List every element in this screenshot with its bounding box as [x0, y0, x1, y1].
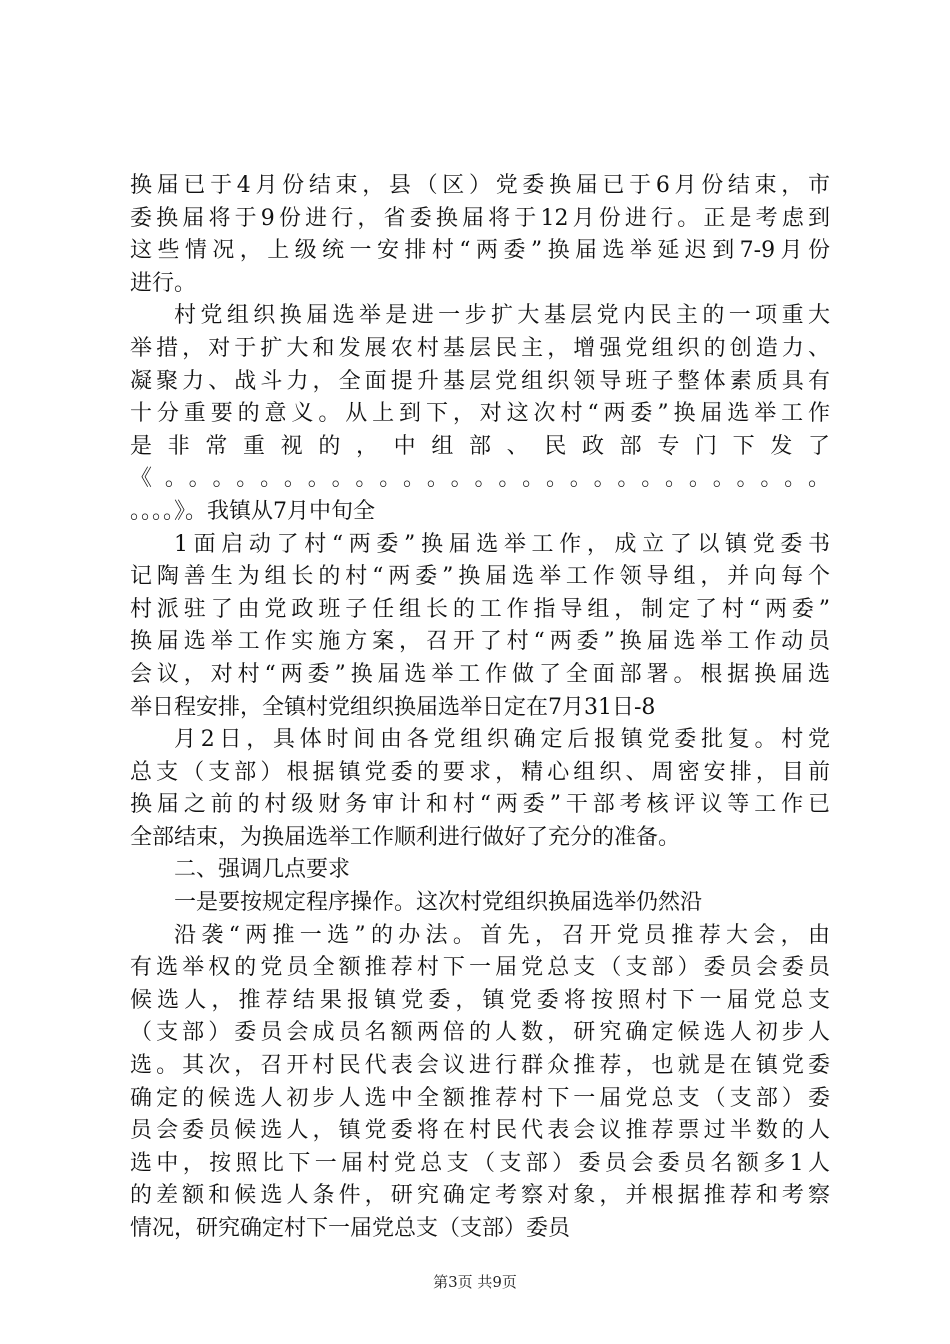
text-line: 进行。 — [130, 270, 197, 296]
text-line: 是非常重视的，中组部、民政部专门下发了 — [130, 433, 830, 459]
text-line: 换届选举工作实施方案，召开了村“两委”换届选举工作动员 — [130, 629, 830, 655]
text-line: 确定的候选人初步人选中全额推荐村下一届党总支（支部）委 — [130, 1085, 830, 1111]
text-line: 换届已于4月份结束，县（区）党委换届已于6月份结束，市 — [130, 173, 830, 198]
text-line: 换届之前的村级财务审计和村“两委”干部考核评议等工作已 — [130, 792, 830, 818]
text-line: 村党组织换届选举是进一步扩大基层党内民主的一项重大 — [174, 303, 830, 329]
text-line: 全部结束，为换届选举工作顺利进行做好了充分的准备。 — [130, 824, 681, 850]
text-line: 。。。。》。我镇从7月中旬全 — [130, 498, 375, 524]
text-line: 总支（支部）根据镇党委的要求，精心组织、周密安排，目前 — [130, 759, 830, 785]
text-line: 沿袭“两推一选”的办法。首先，召开党员推荐大会，由 — [174, 922, 830, 948]
text-line: 记陶善生为组长的村“两委”换届选举工作领导组，并向每个 — [130, 564, 830, 590]
text-line: 这些情况，上级统一安排村“两委”换届选举延迟到7-9月份 — [130, 238, 830, 264]
text-line: 十分重要的意义。从上到下，对这次村“两委”换届选举工作 — [130, 401, 830, 427]
text-line: 《。。。。。。。。。。。。。。。。。。。。。。。。。。。。 — [130, 466, 830, 492]
text-line: 选中，按照比下一届村党总支（支部）委员会委员名额多1人 — [130, 1150, 830, 1176]
text-line: 二、强调几点要求 — [174, 857, 351, 883]
text-line: （支部）委员会成员名额两倍的人数，研究确定候选人初步人 — [130, 1020, 830, 1046]
text-line: 举日程安排，全镇村党组织换届选举日定在7月31日-8 — [130, 694, 656, 720]
text-line: 委换届将于9份进行，省委换届将于12月份进行。正是考虑到 — [130, 205, 830, 231]
text-line: 凝聚力、战斗力，全面提升基层党组织领导班子整体素质具有 — [130, 368, 830, 394]
text-line: 有选举权的党员全额推荐村下一届党总支（支部）委员会委员 — [130, 955, 830, 981]
text-line: 候选人，推荐结果报镇党委，镇党委将按照村下一届党总支 — [130, 987, 830, 1013]
text-line: 月2日，具体时间由各党组织确定后报镇党委批复。村党 — [174, 727, 830, 753]
text-line: 员会委员候选人，镇党委将在村民代表会议推荐票过半数的人 — [130, 1118, 830, 1144]
text-line: 的差额和候选人条件，研究确定考察对象，并根据推荐和考察 — [130, 1183, 830, 1209]
text-line: 村派驻了由党政班子任组长的工作指导组，制定了村“两委” — [130, 596, 830, 622]
page-number-label: 第3页 共9页 — [433, 1273, 517, 1291]
text-line: 1面启动了村“两委”换届选举工作，成立了以镇党委书 — [174, 531, 830, 557]
text-line: 选。其次，召开村民代表会议进行群众推荐，也就是在镇党委 — [130, 1053, 830, 1079]
text-line: 一是要按规定程序操作。这次村党组织换届选举仍然沿 — [174, 890, 703, 916]
text-line: 情况，研究确定村下一届党总支（支部）委员 — [130, 1216, 571, 1241]
text-line: 会议，对村“两委”换届选举工作做了全面部署。根据换届选 — [130, 661, 830, 687]
page-footer — [0, 1272, 950, 1292]
document-body — [130, 170, 830, 1246]
text-line: 举措，对于扩大和发展农村基层民主，增强党组织的创造力、 — [130, 335, 830, 361]
